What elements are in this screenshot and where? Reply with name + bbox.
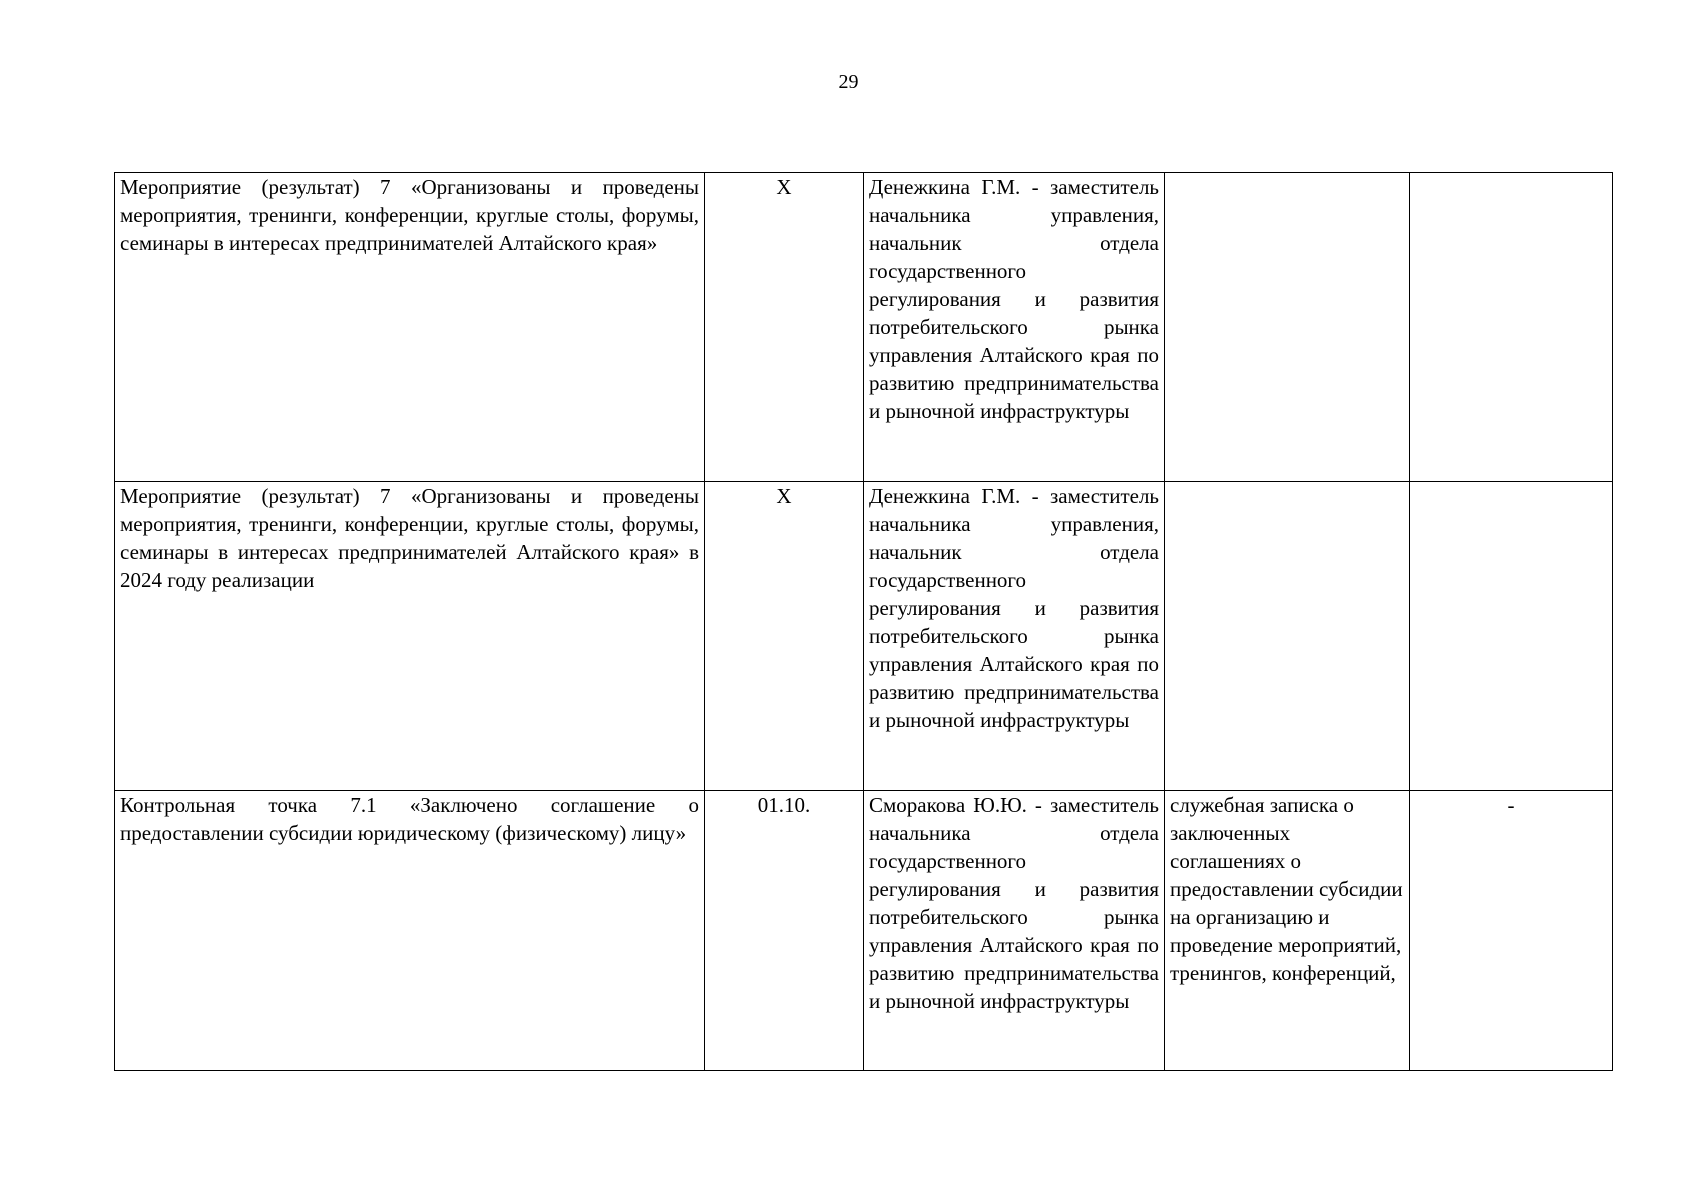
- table-row: [115, 173, 1613, 482]
- activity-description: Мероприятие (результат) 7 «Организованы и проведены мероприятия, тренинги, конференции, круглые столы, форумы, семинары в интересах предпринимателей Алтайского края»: [115, 173, 705, 482]
- activity-description: Контрольная точка 7.1 «Заключено соглашение о предоставлении субсидии юридическому (физическому) лицу»: [115, 791, 705, 1071]
- responsible-person: Денежкина Г.М. - заместитель начальника управления, начальник отдела государственного регулирования и развития потребительского рынка управления Алтайского края по развитию предпринимательства и рыночной инфраструктуры: [864, 173, 1165, 482]
- responsible-person: Сморакова Ю.Ю. - заместитель начальника отдела государственного регулирования и развития потребительского рынка управления Алтайского края по развитию предпринимательства и рыночной инфраструктуры: [864, 791, 1165, 1071]
- table-row: [115, 791, 1613, 1071]
- activities-table: [114, 172, 1613, 1071]
- page-number: 29: [838, 71, 859, 93]
- activity-date: 01.10.: [705, 791, 864, 1071]
- note-cell: [1410, 173, 1613, 482]
- table-row: [115, 482, 1613, 791]
- confirming-document: служебная записка о заключенных соглашениях о предоставлении субсидии на организацию и проведение мероприятий, тренингов, конференций,: [1165, 791, 1410, 1071]
- activity-date: Х: [705, 173, 864, 482]
- confirming-document: [1165, 173, 1410, 482]
- note-cell: [1410, 482, 1613, 791]
- activity-date: Х: [705, 482, 864, 791]
- responsible-person: Денежкина Г.М. - заместитель начальника управления, начальник отдела государственного регулирования и развития потребительского рынка управления Алтайского края по развитию предпринимательства и рыночной инфраструктуры: [864, 482, 1165, 791]
- confirming-document: [1165, 482, 1410, 791]
- note-cell: -: [1410, 791, 1613, 1071]
- activity-description: Мероприятие (результат) 7 «Организованы и проведены мероприятия, тренинги, конференции, круглые столы, форумы, семинары в интересах предпринимателей Алтайского края» в 2024 году реализации: [115, 482, 705, 791]
